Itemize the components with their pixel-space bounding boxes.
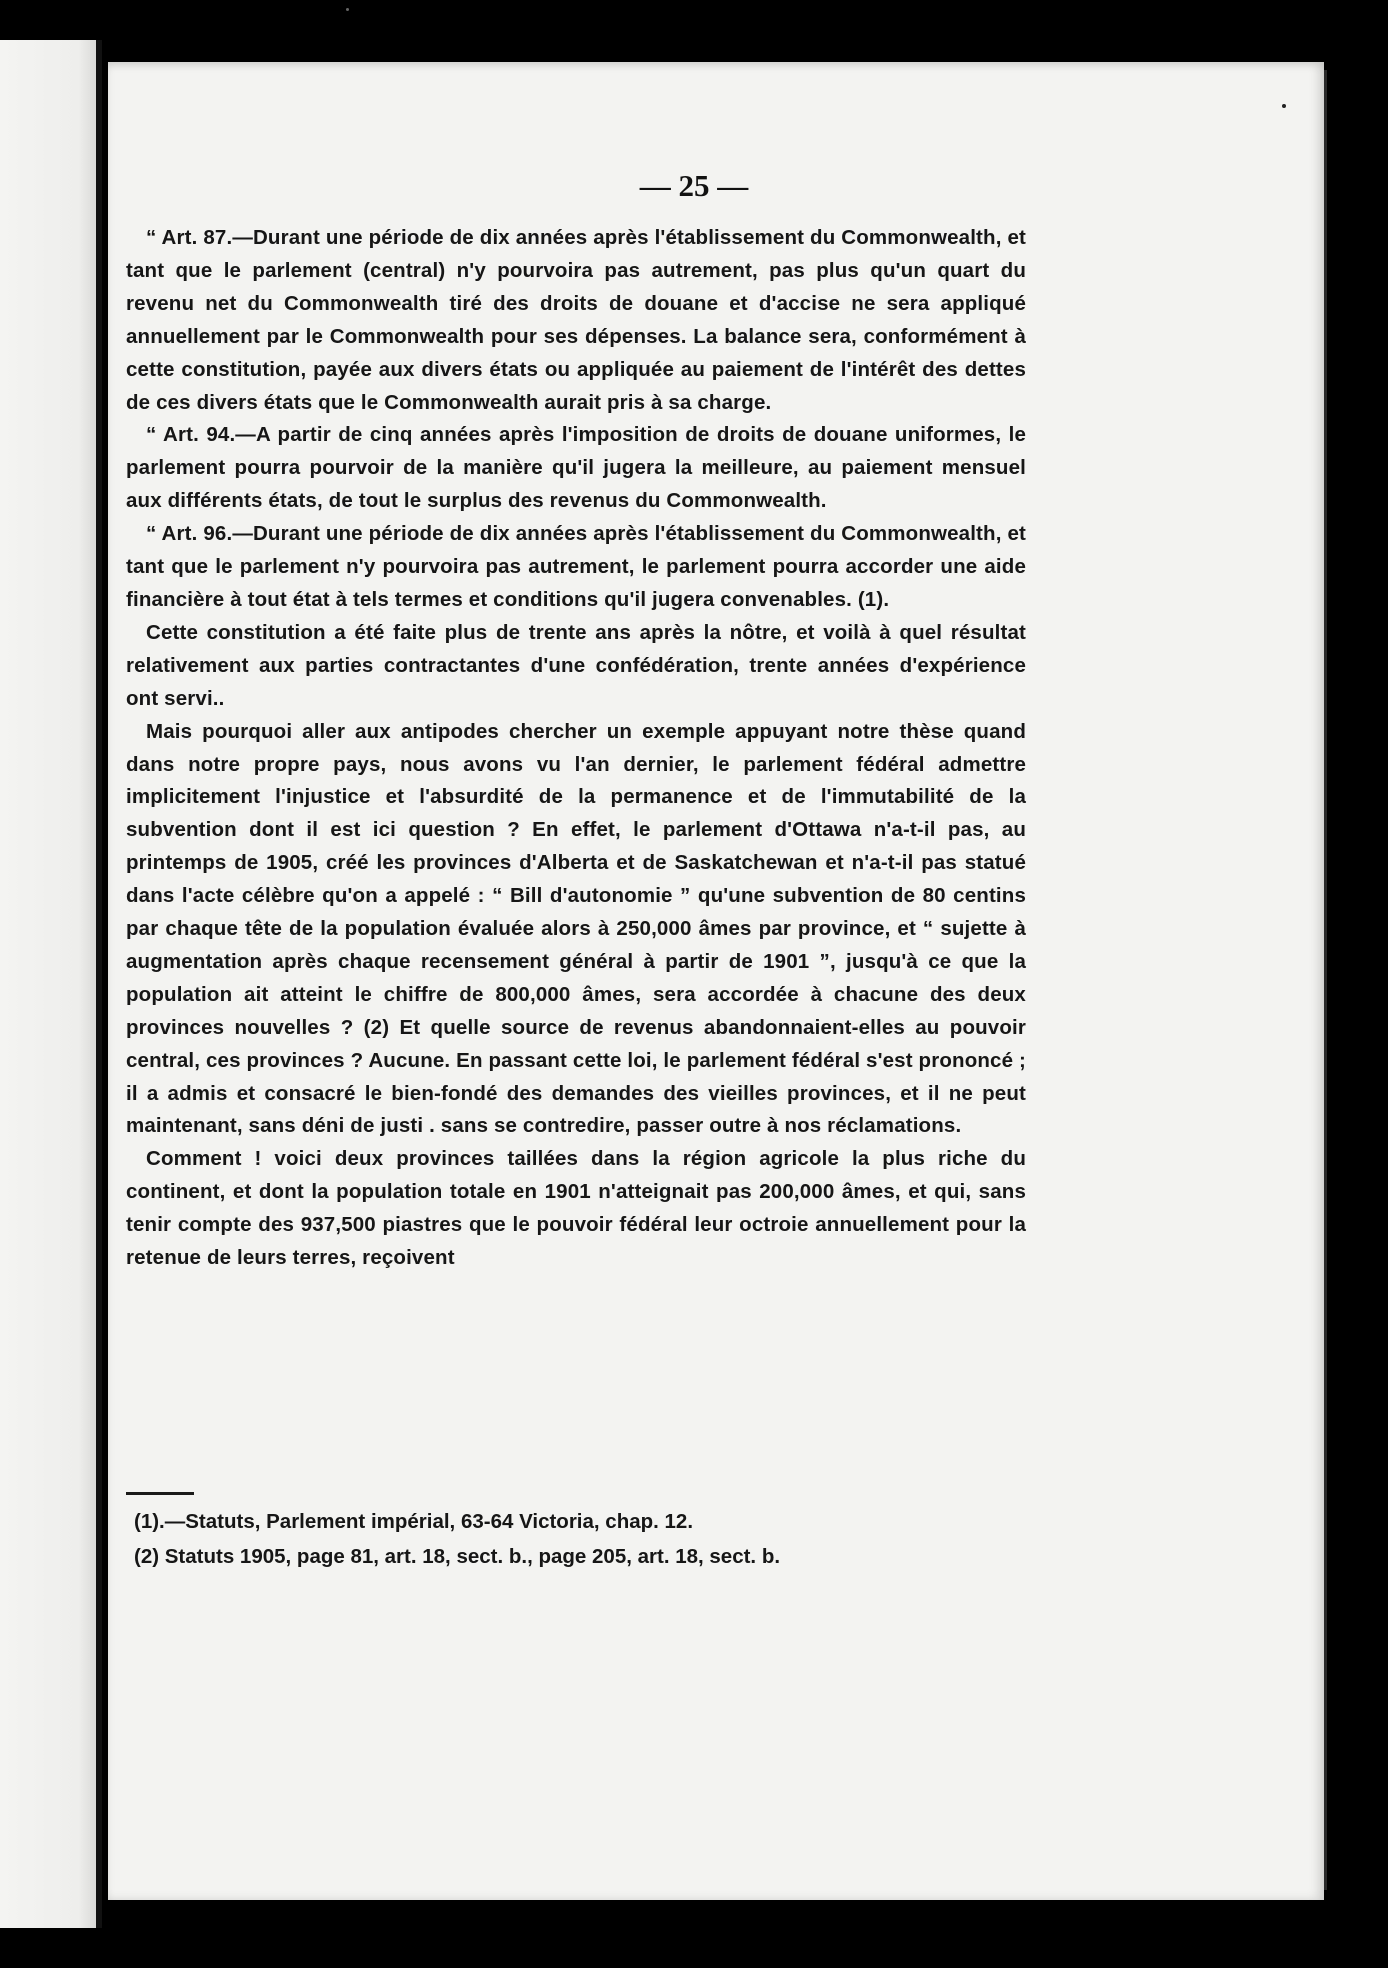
page-number: — 25 —	[639, 168, 749, 203]
body-text	[126, 222, 1026, 1275]
paragraph-art-94: “ Art. 94.—A partir de cinq années après l'imposition de droits de douane uniformes, le parlement pourra pourvoir de la manière qu'il jugera la meilleure, au paiement mensuel aux différents états, de tout le surplus des revenus du Commonwealth.	[126, 423, 1026, 513]
paragraph-art-87: “ Art. 87.—Durant une période de dix années après l'établissement du Commonwealth, et tant que le parlement (central) n'y pourvoira pas autrement, pas plus qu'un quart du revenu net du Commonwealth tiré des droits de douane et d'accise ne sera appliqué annuellement par le Commonwealth pour ses dépenses. La balance sera, conformément à cette constitution, payée aux divers états ou appliquée au paiement de l'intérêt des dettes de ces divers états que le Commonwealth aurait pris à sa charge.	[126, 226, 1026, 414]
paper-speck	[1282, 104, 1286, 108]
footnotes	[134, 1504, 1034, 1574]
gutter-shadow	[96, 40, 102, 1928]
paragraph-constitution: Cette constitution a été faite plus de trente ans après la nôtre, et voilà à quel résultat relativement aux parties contractantes d'une confédération, trente années d'expérience ont servi..	[126, 620, 1026, 710]
page-right-edge	[1324, 70, 1327, 1890]
footnote-separator	[126, 1492, 194, 1495]
paragraph-art-96: “ Art. 96.—Durant une période de dix années après l'établissement du Commonwealth, et tant que le parlement n'y pourvoira pas autrement, le parlement pourra accorder une aide financière à tout état à tels termes et conditions qu'il jugera convenables. (1).	[126, 522, 1026, 611]
footnote-2: (2) Statuts 1905, page 81, art. 18, sect. b., page 205, art. 18, sect. b.	[134, 1545, 781, 1568]
paragraph-comment: Comment ! voici deux provinces taillées dans la région agricole la plus riche du continent, et dont la population totale en 1901 n'atteignait pas 200,000 âmes, et qui, sans tenir compte des 937,500 piastres que le pouvoir fédéral leur octroie annuellement pour la retenue de leurs terres, reçoivent	[126, 1147, 1026, 1270]
paragraph-antipodes: Mais pourquoi aller aux antipodes chercher un exemple appuyant notre thèse quand dans notre propre pays, nous avons vu l'an dernier, le parlement fédéral admettre implicitement l'injustice et l'absurdité de la permanence et de l'immutabilité de la subvention dont il est ici question ? En effet, le parlement d'Ottawa n'a-t-il pas, au printemps de 1905, créé les provinces d'Alberta et de Saskatchewan et n'a-t-il pas statué dans l'acte célèbre qu'on a appelé : “ Bill d'autonomie ” qu'une subvention de 80 centins par chaque tête de la population évaluée alors à 250,000 âmes par province, et “ sujette à augmentation après chaque recensement général à partir de 1901 ”, jusqu'à ce que la population ait atteint le chiffre de 800,000 âmes, sera accordée à chacune des deux provinces nouvelles ? (2) Et quelle source de revenus abandonnaient-elles au pouvoir central, ces provinces ? Aucune. En passant cette loi, le parlement fédéral s'est prononcé ; il a admis et consacré le bien-fondé des demandes des vieilles provinces, et il ne peut maintenant, sans déni de justi . sans se contredire, passer outre à nos réclamations.	[126, 719, 1026, 1138]
paper-speck	[346, 8, 349, 11]
footnote-1: (1).—Statuts, Parlement impérial, 63-64 Victoria, chap. 12.	[134, 1510, 694, 1533]
facing-page-edge	[0, 40, 98, 1928]
